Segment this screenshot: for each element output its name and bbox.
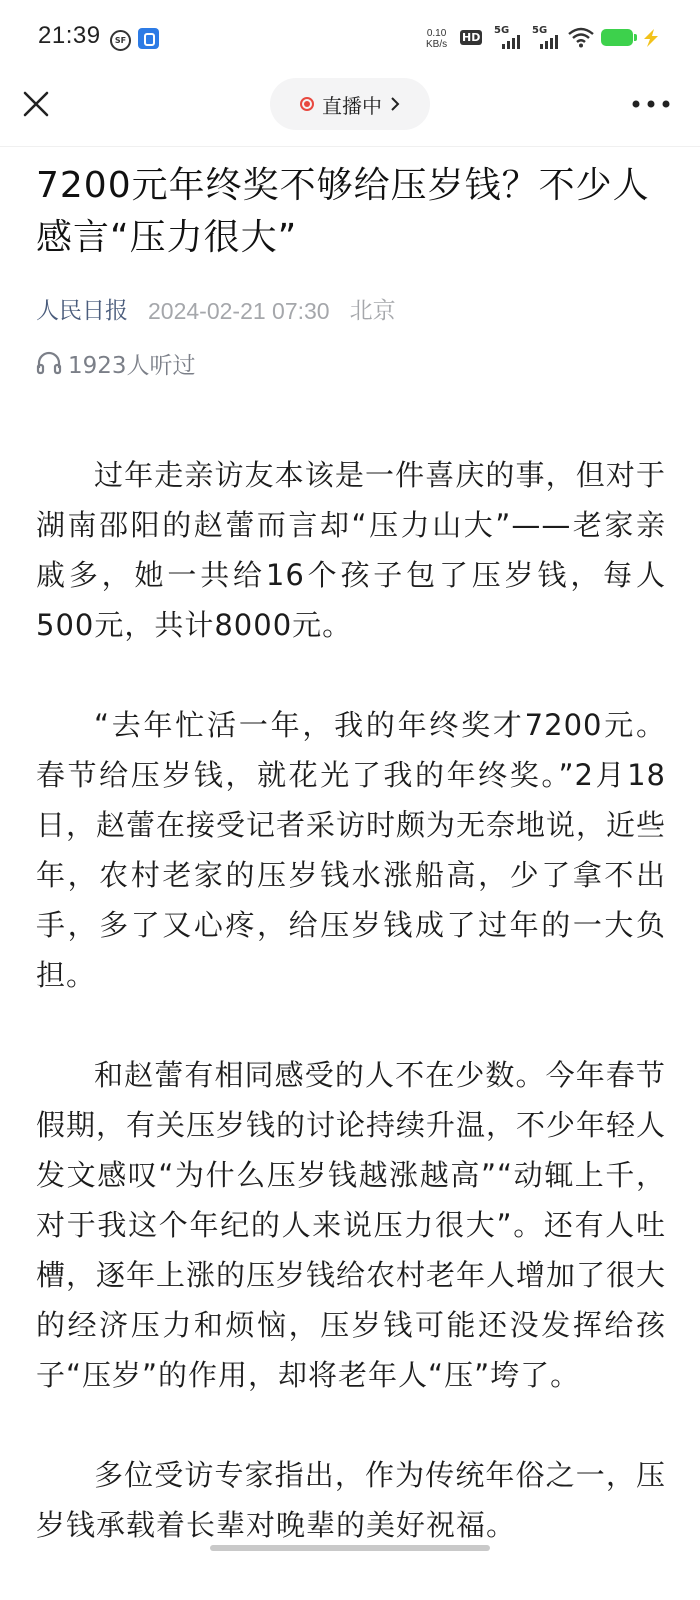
hd-voice-icon: HD (462, 31, 481, 44)
sim1-network-label: 5G (494, 25, 510, 36)
status-bar (0, 0, 700, 76)
live-stream-button[interactable] (270, 78, 430, 130)
sf-express-icon: SF (110, 30, 131, 51)
article-source[interactable]: 人民日报 (36, 298, 128, 324)
charging-bolt-icon (640, 28, 662, 48)
article (36, 160, 666, 1600)
article-title: 7200元年终奖不够给压岁钱？不少人感言“压力很大” (36, 165, 650, 258)
article-meta (36, 292, 666, 330)
listen-count[interactable] (36, 346, 666, 380)
headphones-icon (36, 351, 62, 375)
paragraph: 多位受访专家指出，作为传统年俗之一，压岁钱承载着长辈对晚辈的美好祝福。 (36, 1458, 666, 1542)
network-speed-unit: KB/s (426, 39, 448, 50)
battery-icon (601, 29, 633, 46)
signal-5g-sim2-icon (532, 27, 562, 49)
live-label: 直播中 (322, 93, 382, 118)
network-speed (426, 28, 447, 50)
article-body (36, 450, 666, 1550)
live-record-icon (300, 97, 314, 111)
close-icon[interactable] (20, 88, 52, 120)
status-time: 21:39 (38, 22, 101, 49)
chevron-right-icon (390, 96, 400, 112)
top-nav-bar (0, 76, 700, 147)
sim2-network-label: 5G (532, 25, 548, 36)
signal-5g-sim1-icon (494, 27, 524, 49)
listen-count-text: 1923人听过 (68, 352, 196, 379)
more-options-icon[interactable] (628, 96, 674, 112)
home-indicator[interactable] (210, 1545, 490, 1551)
notification-app-icon (138, 28, 159, 49)
paragraph: “去年忙活一年，我的年终奖才7200元。春节给压岁钱，就花光了我的年终奖。”2月18日，赵蕾在接受记者采访时颇为无奈地说，近些年，农村老家的压岁钱水涨船高，少了拿不出手，多了又心疼，给压岁钱成了过年的一大负担。 (36, 708, 667, 992)
wifi-icon (568, 26, 594, 48)
article-date: 2024-02-21 07:30 (148, 298, 330, 324)
paragraph: 过年走亲访友本该是一件喜庆的事，但对于湖南邵阳的赵蕾而言却“压力山大”——老家亲戚多，她一共给16个孩子包了压岁钱，每人500元，共计8000元。 (36, 458, 666, 642)
article-location: 北京 (349, 298, 396, 324)
paragraph: 和赵蕾有相同感受的人不在少数。今年春节假期，有关压岁钱的讨论持续升温，不少年轻人发文感叹“为什么压岁钱越涨越高”“动辄上千，对于我这个年纪的人来说压力很大”。还有人吐槽，逐年上涨的压岁钱给农村老年人增加了很大的经济压力和烦恼，压岁钱可能还没发挥给孩子“压岁”的作用，却将老年人“压”垮了。 (36, 1058, 667, 1392)
network-speed-value: 0.10 (426, 28, 447, 39)
